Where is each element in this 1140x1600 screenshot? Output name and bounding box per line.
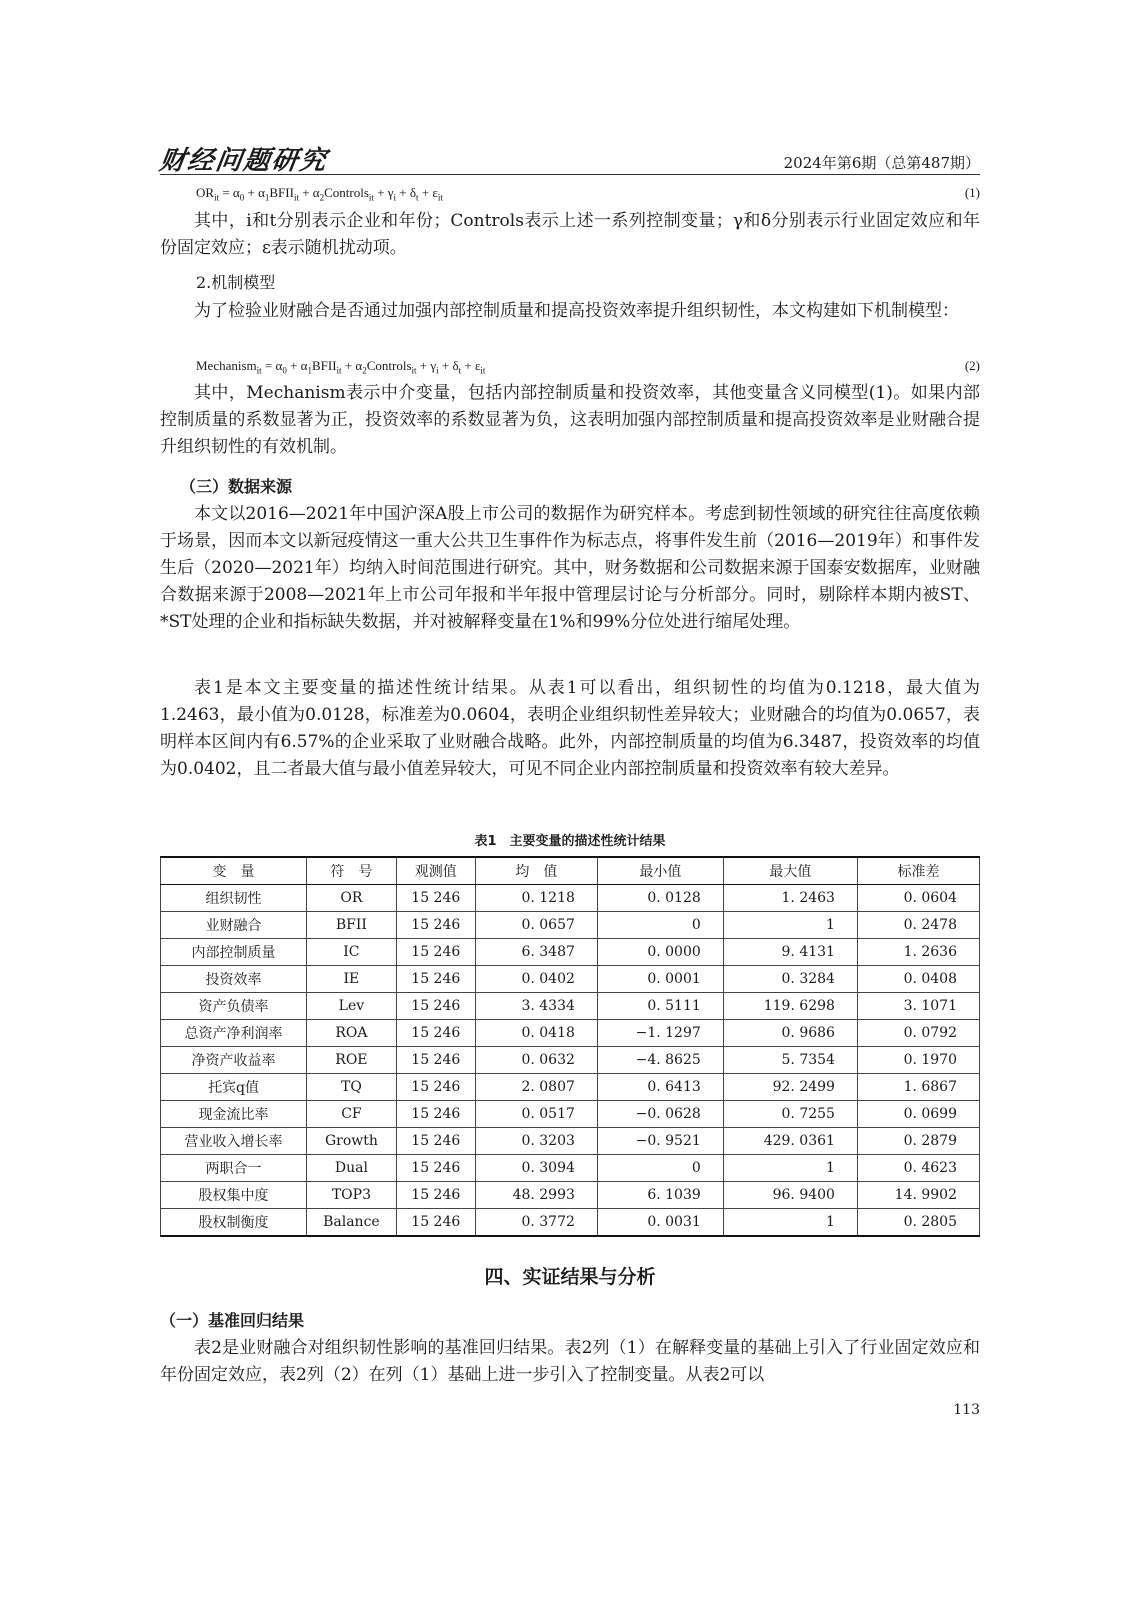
- table-cell: 0. 3094: [475, 1155, 597, 1182]
- table-cell: ROE: [307, 1047, 397, 1074]
- table-cell: 2. 0807: [475, 1074, 597, 1101]
- column-header: 变 量: [161, 857, 307, 885]
- table-cell: CF: [307, 1101, 397, 1128]
- table-cell: 0. 0418: [475, 1020, 597, 1047]
- heading-data-source: （三）数据来源: [180, 477, 293, 496]
- table-cell: 0. 3203: [475, 1128, 597, 1155]
- paragraph-2: 为了检验业财融合是否通过加强内部控制质量和提高投资效率提升组织韧性，本文构建如下机制模型：: [194, 301, 959, 321]
- equation-1-number: (1): [964, 185, 980, 200]
- table-cell: 营业收入增长率: [161, 1128, 307, 1155]
- table-cell: 0. 0699: [857, 1101, 979, 1128]
- table-cell: 0. 0128: [597, 885, 723, 912]
- equation-1-formula: $OR_{it} = \alpha_0$ + $\alpha_1BFII_{it}$ + $\alpha_2Controls_{it} + \gamma_i + \delta_t + \varepsilon_{it}$: [196, 185, 443, 203]
- table-cell: −1. 1297: [597, 1020, 723, 1047]
- table-cell: 业财融合: [161, 912, 307, 939]
- table-cell: 股权制衡度: [161, 1209, 307, 1237]
- table-cell: 15 246: [396, 1074, 475, 1101]
- table-1-title: 表1 主要变量的描述性统计结果: [474, 834, 666, 849]
- column-header: 均 值: [475, 857, 597, 885]
- table-cell: 0. 0031: [597, 1209, 723, 1237]
- table-cell: ROA: [307, 1020, 397, 1047]
- table-cell: −4. 8625: [597, 1047, 723, 1074]
- table-row: [161, 1020, 980, 1047]
- table-cell: 1. 6867: [857, 1074, 979, 1101]
- table-cell: OR: [307, 885, 397, 912]
- table-cell: 0. 0632: [475, 1047, 597, 1074]
- table-cell: IE: [307, 966, 397, 993]
- table-cell: 92. 2499: [723, 1074, 857, 1101]
- table-cell: 96. 9400: [723, 1182, 857, 1209]
- paragraph-4: 本文以2016—2021年中国沪深A股上市公司的数据作为研究样本。考虑到韧性领域的研究往往高度依赖于场景，因而本文以新冠疫情这一重大公共卫生事件作为标志点，将事件发生前（2016—2019年）和事件发生后（2020—2021年）均纳入时间范围进行研究。其中，财务数据和公司数据来源于国泰安数据库，业财融合数据来源于2008—2021年上市公司年报和半年报中管理层讨论与分析部分。同时，剔除样本期内被ST、*ST处理的企业和指标缺失数据，并对被解释变量在1%和99%分位处进行缩尾处理。: [160, 504, 980, 632]
- table-cell: 净资产收益率: [161, 1047, 307, 1074]
- table-cell: 股权集中度: [161, 1182, 307, 1209]
- table-cell: 15 246: [396, 1047, 475, 1074]
- page: [157, 0, 980, 1600]
- table-1: [160, 856, 980, 1237]
- table-cell: 1. 2463: [723, 885, 857, 912]
- column-header: 标准差: [857, 857, 979, 885]
- table-row: [161, 1128, 980, 1155]
- page-number: 113: [953, 1402, 980, 1418]
- table-cell: 3. 4334: [475, 993, 597, 1020]
- table-cell: BFII: [307, 912, 397, 939]
- column-header: 符 号: [307, 857, 397, 885]
- table-row: [161, 885, 980, 912]
- table-cell: 15 246: [396, 1182, 475, 1209]
- table-cell: 15 246: [396, 1155, 475, 1182]
- table-cell: Lev: [307, 993, 397, 1020]
- table-row: [161, 966, 980, 993]
- table-cell: 15 246: [396, 885, 475, 912]
- table-cell: 组织韧性: [161, 885, 307, 912]
- table-cell: 48. 2993: [475, 1182, 597, 1209]
- table-cell: 0. 0001: [597, 966, 723, 993]
- table-cell: 9. 4131: [723, 939, 857, 966]
- table-row: [161, 1209, 980, 1237]
- table-cell: 0. 0408: [857, 966, 979, 993]
- table-row: [161, 1155, 980, 1182]
- table-cell: 0. 0402: [475, 966, 597, 993]
- table-cell: IC: [307, 939, 397, 966]
- table-cell: 15 246: [396, 1209, 475, 1237]
- equation-2-number: (2): [964, 358, 980, 373]
- paragraph-1: 其中，i和t分别表示企业和年份；Controls表示上述一系列控制变量；γ和δ分别表示行业固定效应和年份固定效应；ε表示随机扰动项。: [160, 211, 980, 258]
- table-cell: 0: [597, 912, 723, 939]
- table-row: [161, 1101, 980, 1128]
- table-cell: 0. 6413: [597, 1074, 723, 1101]
- table-cell: 0. 0657: [475, 912, 597, 939]
- table-cell: 1. 2636: [857, 939, 979, 966]
- table-cell: 内部控制质量: [161, 939, 307, 966]
- table-cell: 0. 1970: [857, 1047, 979, 1074]
- table-cell: 0: [597, 1155, 723, 1182]
- table-cell: 15 246: [396, 1101, 475, 1128]
- table-cell: −0. 0628: [597, 1101, 723, 1128]
- table-row: [161, 1047, 980, 1074]
- subheading-mechanism: 2.机制模型: [196, 273, 276, 292]
- table-row: [161, 939, 980, 966]
- table-cell: 0. 0604: [857, 885, 979, 912]
- table-cell: 3. 1071: [857, 993, 979, 1020]
- table-cell: 15 246: [396, 966, 475, 993]
- table-cell: 0. 1218: [475, 885, 597, 912]
- paragraph-5: 表1是本文主要变量的描述性统计结果。从表1可以看出，组织韧性的均值为0.1218，最大值为1.2463，最小值为0.0128，标准差为0.0604，表明企业组织韧性差异较大；业财融合的均值为0.0657，表明样本区间内有6.57%的企业采取了业财融合战略。此外，内部控制质量的均值为6.3487，投资效率的均值为0.0402，且二者最大值与最小值差异较大，可见不同企业内部控制质量和投资效率有较大差异。: [160, 678, 980, 779]
- table-cell: 1: [723, 912, 857, 939]
- table-cell: 15 246: [396, 1020, 475, 1047]
- column-header: 最大值: [723, 857, 857, 885]
- table-cell: 6. 1039: [597, 1182, 723, 1209]
- table-cell: 15 246: [396, 912, 475, 939]
- table-cell: 现金流比率: [161, 1101, 307, 1128]
- table-cell: 0. 0000: [597, 939, 723, 966]
- table-cell: 两职合一: [161, 1155, 307, 1182]
- table-cell: −0. 9521: [597, 1128, 723, 1155]
- table-cell: 6. 3487: [475, 939, 597, 966]
- table-cell: 1: [723, 1209, 857, 1237]
- column-header: 最小值: [597, 857, 723, 885]
- table-cell: TOP3: [307, 1182, 397, 1209]
- paragraph-6: 表2是业财融合对组织韧性影响的基准回归结果。表2列（1）在解释变量的基础上引入了行业固定效应和年份固定效应，表2列（2）在列（1）基础上进一步引入了控制变量。从表2可以: [160, 1338, 980, 1385]
- table-cell: 15 246: [396, 939, 475, 966]
- journal-logo: 财经问题研究: [157, 146, 330, 176]
- table-cell: 0. 0792: [857, 1020, 979, 1047]
- table-cell: 托宾q值: [161, 1074, 307, 1101]
- column-header: 观测值: [396, 857, 475, 885]
- table-cell: TQ: [307, 1074, 397, 1101]
- issue-info: 2024年第6期（总第487期）: [783, 154, 980, 172]
- table-cell: 0. 7255: [723, 1101, 857, 1128]
- section-4-title: 四、实证结果与分析: [484, 1266, 656, 1288]
- table-cell: 119. 6298: [723, 993, 857, 1020]
- table-cell: Balance: [307, 1209, 397, 1237]
- table-header-row: [161, 857, 980, 885]
- equation-2-formula: Mechanism$_{it}$ = $\alpha_0$ + $\alpha_1BFII_{it}$ + $\alpha_2Controls_{it} + \gamma_i + \delta_t + \varepsilon_{it}$: [196, 358, 486, 376]
- table-cell: 0. 4623: [857, 1155, 979, 1182]
- table-cell: 1: [723, 1155, 857, 1182]
- table-cell: 0. 2478: [857, 912, 979, 939]
- table-cell: 15 246: [396, 993, 475, 1020]
- heading-baseline-regression: （一）基准回归结果: [160, 1311, 305, 1330]
- table-cell: 0. 2805: [857, 1209, 979, 1237]
- table-cell: 5. 7354: [723, 1047, 857, 1074]
- table-cell: 资产负债率: [161, 993, 307, 1020]
- table-cell: 总资产净利润率: [161, 1020, 307, 1047]
- table-cell: 15 246: [396, 1128, 475, 1155]
- table-cell: 429. 0361: [723, 1128, 857, 1155]
- table-cell: 0. 0517: [475, 1101, 597, 1128]
- table-cell: 0. 9686: [723, 1020, 857, 1047]
- table-cell: 0. 3772: [475, 1209, 597, 1237]
- table-cell: 14. 9902: [857, 1182, 979, 1209]
- table-cell: 0. 2879: [857, 1128, 979, 1155]
- table-cell: 投资效率: [161, 966, 307, 993]
- table-cell: 0. 5111: [597, 993, 723, 1020]
- table-row: [161, 993, 980, 1020]
- running-header: [157, 140, 980, 176]
- table-row: [161, 1182, 980, 1209]
- paragraph-3: 其中，Mechanism表示中介变量，包括内部控制质量和投资效率，其他变量含义同模型(1)。如果内部控制质量的系数显著为正，投资效率的系数显著为负，这表明加强内部控制质量和提高投资效率是业财融合提升组织韧性的有效机制。: [160, 383, 980, 457]
- table-cell: Dual: [307, 1155, 397, 1182]
- table-row: [161, 1074, 980, 1101]
- table-row: [161, 912, 980, 939]
- table-cell: Growth: [307, 1128, 397, 1155]
- table-cell: 0. 3284: [723, 966, 857, 993]
